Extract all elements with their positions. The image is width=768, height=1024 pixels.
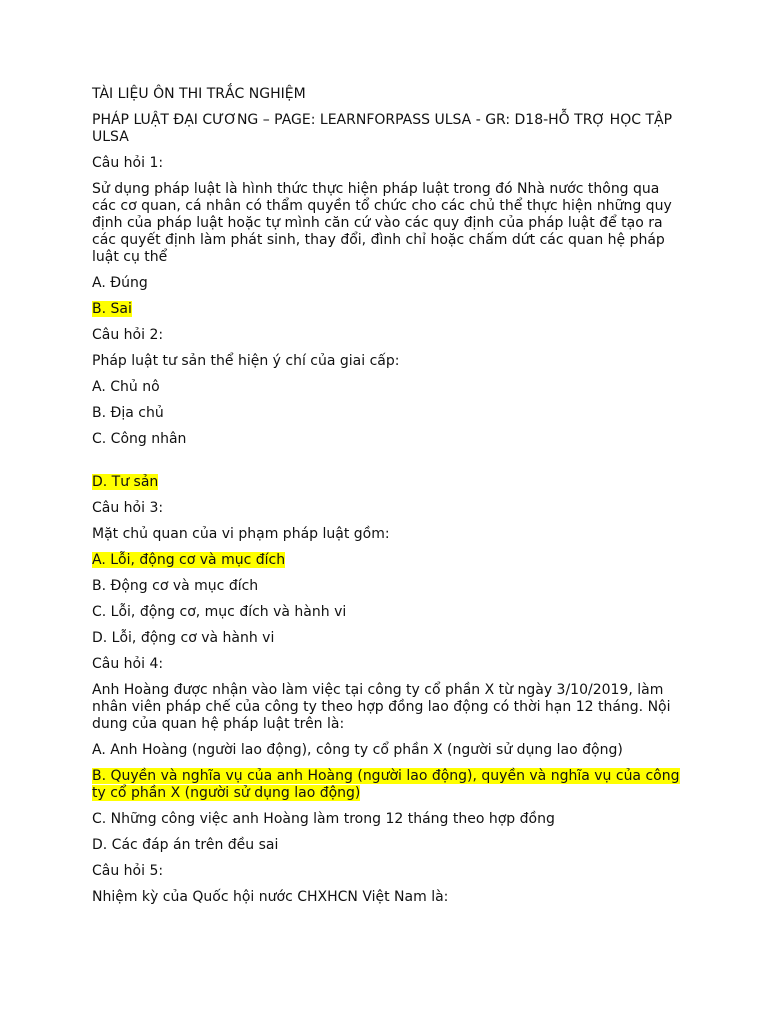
question-3-option-b: B. Động cơ và mục đích xyxy=(92,578,259,594)
question-3-text: Mặt chủ quan của vi phạm pháp luật gồm: xyxy=(92,526,390,542)
question-4-option-a: A. Anh Hoàng (người lao động), công ty cổ phần X (người sử dụng lao động) xyxy=(92,742,623,758)
document-title: TÀI LIỆU ÔN THI TRẮC NGHIỆM xyxy=(92,86,306,102)
question-1-label: Câu hỏi 1: xyxy=(92,155,164,171)
question-2-label: Câu hỏi 2: xyxy=(92,327,164,343)
question-1-option-b-answer: B. Sai xyxy=(92,301,132,317)
question-4-text: Anh Hoàng được nhận vào làm việc tại công ty cổ phần X từ ngày 3/10/2019, làm nhân viên pháp chế của công ty theo hợp đồng lao động có thời hạn 12 tháng. Nội dung của quan hệ pháp luật trên là: xyxy=(92,682,671,732)
question-2-option-b: B. Địa chủ xyxy=(92,405,164,421)
question-3-option-a-answer: A. Lỗi, động cơ và mục đích xyxy=(92,552,286,568)
question-2-option-c: C. Công nhân xyxy=(92,431,187,447)
question-4-option-c: C. Những công việc anh Hoàng làm trong 12 tháng theo hợp đồng xyxy=(92,811,555,827)
document-subtitle: PHÁP LUẬT ĐẠI CƯƠNG – PAGE: LEARNFORPASS ULSA - GR: D18-HỖ TRỢ HỌC TẬP ULSA xyxy=(92,112,673,145)
question-4-label: Câu hỏi 4: xyxy=(92,656,164,672)
document-page xyxy=(92,86,682,915)
question-3-option-d: D. Lỗi, động cơ và hành vi xyxy=(92,630,275,646)
question-3-option-c: C. Lỗi, động cơ, mục đích và hành vi xyxy=(92,604,347,620)
question-1-text: Sử dụng pháp luật là hình thức thực hiện pháp luật trong đó Nhà nước thông qua các cơ quan, cá nhân có thẩm quyền tổ chức cho các chủ thể thực hiện những quy định của pháp luật hoặc tự mình căn cứ vào các quy định của pháp luật để tạo ra các quyết định làm phát sinh, thay đổi, đình chỉ hoặc chấm dứt các quan hệ pháp luật cụ thể xyxy=(92,181,672,265)
question-1-option-a: A. Đúng xyxy=(92,275,148,291)
question-4-option-b-answer: B. Quyền và nghĩa vụ của anh Hoàng (người lao động), quyền và nghĩa vụ của công ty cổ phần X (người sử dụng lao động) xyxy=(92,768,680,801)
question-5-text: Nhiệm kỳ của Quốc hội nước CHXHCN Việt Nam là: xyxy=(92,889,449,905)
question-4-option-d: D. Các đáp án trên đều sai xyxy=(92,837,279,853)
question-3-label: Câu hỏi 3: xyxy=(92,500,164,516)
question-2-option-a: A. Chủ nô xyxy=(92,379,160,395)
question-5-label: Câu hỏi 5: xyxy=(92,863,164,879)
question-2-option-d-answer: D. Tư sản xyxy=(92,474,159,490)
question-2-text: Pháp luật tư sản thể hiện ý chí của giai cấp: xyxy=(92,353,400,369)
